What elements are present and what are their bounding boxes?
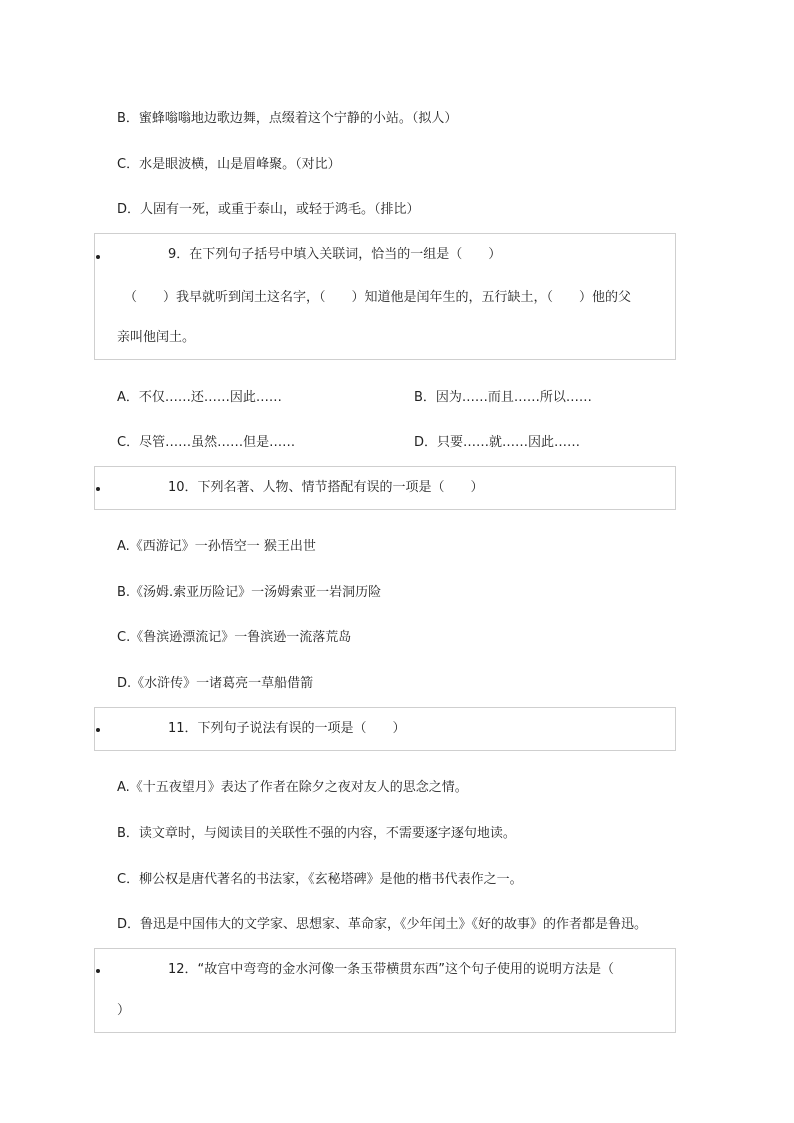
q11-option-d: D．鲁迅是中国伟大的文学家、思想家、革命家，《少年闰土》《好的故事》的作者都是鲁迅。 [117,917,648,932]
q10-option-d: D.《水浒传》一诸葛亮一草船借箭 [117,676,314,691]
q10-option-a: A.《西游记》一孙悟空一 猴王出世 [117,539,316,554]
q11-stem: 11．下列句子说法有误的一项是（ ） [168,721,406,736]
q11-option-c: C．柳公权是唐代著名的书法家，《玄秘塔碑》是他的楷书代表作之一。 [117,872,523,887]
q9-sentence-line-1: （ ）我早就听到闰土这名字，（ ）知道他是闰年生的，五行缺土，（ ）他的父 [124,290,632,305]
q12-stem: 12．“故宫中弯弯的金水河像一条玉带横贯东西”这个句子使用的说明方法是（ [168,962,615,977]
q9-option-a: A．不仅……还……因此…… [117,390,282,405]
q8-option-c: C．水是眼波横，山是眉峰聚。（对比） [117,157,341,172]
q11-bullet [96,728,100,732]
q9-sentence-line-2: 亲叫他闰土。 [117,330,196,345]
q10-stem: 10．下列名著、人物、情节搭配有误的一项是（ ） [168,480,484,495]
q10-bullet [96,487,100,491]
q10-option-b: B.《汤姆.索亚历险记》一汤姆索亚一岩洞历险 [117,585,382,600]
q12-stem-continuation: ） [117,1003,131,1018]
q12-bullet [96,969,100,973]
q9-option-d: D．只要……就……因此…… [414,435,581,450]
q8-option-d: D．人固有一死，或重于泰山，或轻于鸿毛。（排比） [117,202,420,217]
q10-option-c: C.《鲁滨逊漂流记》一鲁滨逊一流落荒岛 [117,630,352,645]
q9-option-b: B．因为……而且……所以…… [414,390,592,405]
q8-option-b: B．蜜蜂嗡嗡地边歌边舞，点缀着这个宁静的小站。（拟人） [117,111,458,126]
q9-bullet [96,255,100,259]
q11-option-a: A.《十五夜望月》表达了作者在除夕之夜对友人的思念之情。 [117,780,468,795]
q9-option-c: C．尽管……虽然……但是…… [117,435,296,450]
q9-stem: 9．在下列句子括号中填入关联词，恰当的一组是（ ） [168,247,502,262]
q11-option-b: B．读文章时，与阅读目的关联性不强的内容，不需要逐字逐句地读。 [117,826,516,841]
